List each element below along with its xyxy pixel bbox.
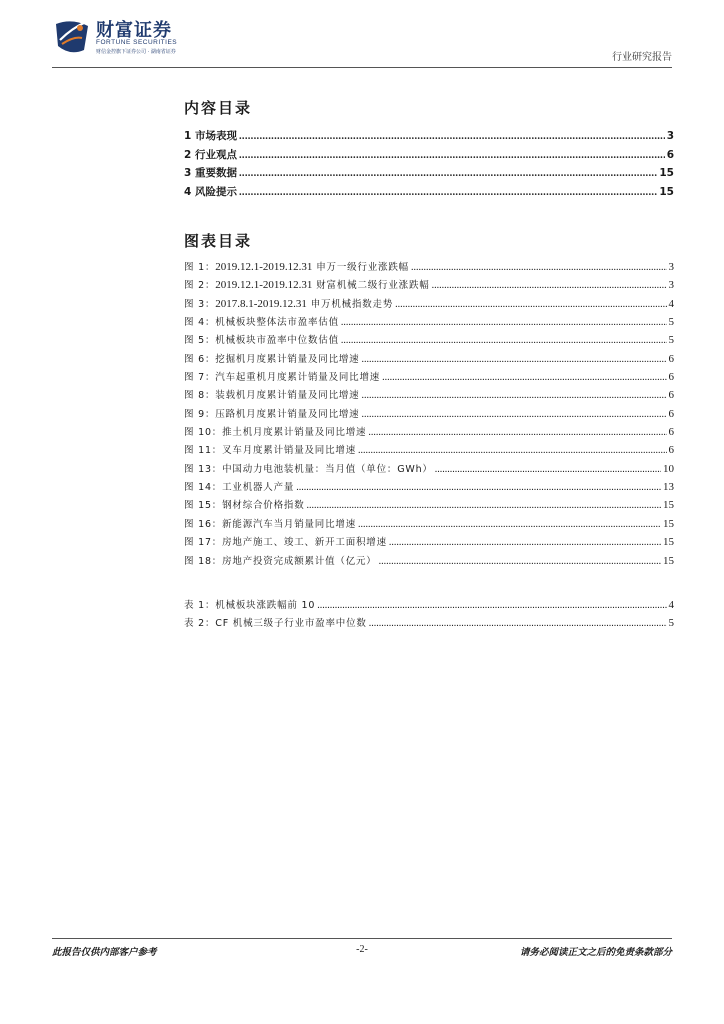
toc-entry-page: 3 [668, 279, 674, 292]
toc-entry-caption: 工业机器人产量 [222, 482, 295, 494]
footer-disclaimer-left: 此报告仅供内部客户参考 [52, 947, 157, 958]
toc-entry[interactable] [184, 424, 674, 442]
toc-entry-page: 15 [663, 554, 674, 567]
brand-slogan: 财信金控旗下证券公司 · 湖南省证券 [96, 49, 176, 55]
dot-leader [239, 131, 665, 142]
toc-entry-caption: 挖掘机月度累计销量及同比增速 [215, 353, 360, 365]
toc-entry-label [184, 442, 356, 456]
toc-entry[interactable] [184, 165, 674, 184]
toc-entry-label [184, 597, 315, 611]
dot-leader [368, 427, 666, 438]
figures-title: 图表目录 [184, 232, 253, 250]
toc-entry-label [184, 259, 409, 273]
toc-entry-page: 6 [668, 407, 674, 420]
toc-entry-page: 10 [663, 462, 674, 475]
toc-entry-label [184, 516, 356, 530]
dot-leader [382, 372, 666, 383]
toc-entry-caption: 叉车月度累计销量及同比增速 [222, 445, 357, 457]
toc-entry-page: 6 [666, 148, 674, 161]
toc-entry-page: 6 [668, 444, 674, 457]
toc-entry-label: 2 行业观点 [184, 148, 237, 161]
toc-entry-prefix: 表 1： [184, 600, 216, 611]
toc-entry-prefix: 图 14： [184, 482, 223, 494]
toc-entry-caption: 房地产投资完成额累计值（亿元） [222, 555, 377, 567]
page-header [52, 14, 672, 68]
toc-entry[interactable] [184, 184, 674, 203]
toc-entry[interactable] [184, 351, 674, 369]
toc-entry[interactable] [184, 553, 674, 571]
toc-entry[interactable] [184, 461, 674, 479]
toc-entry-page: 13 [663, 481, 674, 494]
toc-entry[interactable] [184, 442, 674, 460]
fortune-securities-logo-icon [52, 16, 92, 56]
figures-list [184, 259, 674, 571]
toc-entry[interactable] [184, 516, 674, 534]
header-divider [52, 67, 672, 68]
dot-leader [432, 280, 667, 291]
toc-entry-page: 5 [668, 316, 674, 329]
toc-entry[interactable] [184, 597, 674, 615]
toc-entry-prefix: 图 4： [184, 317, 216, 329]
toc-entry[interactable] [184, 128, 674, 147]
dot-leader [358, 519, 661, 530]
toc-entry[interactable] [184, 534, 674, 552]
footer-divider [52, 938, 672, 939]
toc-entry-prefix: 图 3： [184, 298, 216, 310]
toc-entry-page: 5 [668, 617, 674, 630]
toc-entry-label [184, 553, 377, 567]
toc-entry-prefix: 图 1： [184, 262, 216, 273]
toc-entry-page: 15 [659, 186, 674, 199]
toc-entry[interactable] [184, 314, 674, 332]
dot-leader [341, 317, 667, 328]
toc-entry-page: 6 [668, 389, 674, 402]
toc-entry-caption: 财富机械二级行业涨跌幅 [312, 280, 430, 292]
report-type: 行业研究报告 [612, 52, 672, 63]
toc-entry[interactable] [184, 296, 674, 314]
toc-entry-caption: 压路机月度累计销量及同比增速 [215, 408, 360, 420]
toc-entry-prefix: 图 11： [184, 445, 223, 457]
toc-entry-page: 3 [668, 261, 674, 273]
dot-leader [361, 390, 666, 401]
toc-entry-prefix: 图 8： [184, 390, 216, 402]
toc-entry-date-range: 2019.12.1-2019.12.31 [215, 279, 313, 292]
toc-entry-label [184, 277, 430, 291]
brand-name: 财富证券 [96, 20, 172, 41]
toc-entry-date-range: 2019.12.1-2019.12.31 [215, 261, 313, 273]
toc-entry-caption: CF 机械三级子行业市盈率中位数 [215, 618, 367, 630]
toc-entry-prefix: 图 15： [184, 500, 223, 512]
dot-leader [239, 150, 665, 161]
toc-entry-prefix: 图 2： [184, 280, 216, 292]
toc-entry[interactable] [184, 387, 674, 405]
dot-leader [358, 445, 666, 456]
page-number: -2- [356, 944, 368, 955]
toc-entry-caption: 推土机月度累计销量及同比增速 [222, 427, 367, 439]
dot-leader [361, 354, 666, 365]
contents-title: 内容目录 [184, 99, 253, 117]
toc-entry[interactable] [184, 369, 674, 387]
toc-entry-prefix: 图 9： [184, 408, 216, 420]
toc-entry-caption: 申万机械指数走势 [306, 298, 394, 310]
toc-entry-page: 6 [668, 426, 674, 439]
toc-entry-label [184, 615, 367, 629]
toc-entry-label: 4 风险提示 [184, 186, 237, 199]
brand-name-english: FORTUNE SECURITIES [96, 39, 178, 46]
toc-entry-label [184, 406, 359, 420]
toc-entry-page: 15 [659, 167, 674, 180]
toc-entry-prefix: 图 10： [184, 427, 223, 439]
toc-entry-page: 6 [668, 352, 674, 365]
toc-entry-prefix: 图 5： [184, 335, 216, 347]
toc-entry-label [184, 497, 305, 511]
toc-entry-page: 4 [668, 297, 674, 310]
toc-entry-caption: 机械板块涨跌幅前 10 [215, 600, 316, 611]
dot-leader [239, 168, 657, 179]
toc-entry[interactable] [184, 147, 674, 166]
dot-leader [317, 600, 666, 611]
toc-entry-label [184, 424, 366, 438]
toc-entry-caption: 机械板块市盈率中位数估值 [215, 335, 339, 347]
toc-entry-page: 5 [668, 334, 674, 347]
toc-entry[interactable] [184, 615, 674, 633]
dot-leader [341, 335, 667, 346]
toc-entry[interactable] [184, 479, 674, 497]
dot-leader [395, 299, 666, 310]
toc-entry-label: 1 市场表现 [184, 130, 237, 142]
dot-leader [379, 556, 661, 567]
dot-leader [296, 482, 661, 493]
toc-entry-label [184, 332, 339, 346]
toc-entry-caption: 机械板块整体法市盈率估值 [215, 317, 339, 329]
footer-disclaimer-right: 请务必阅读正文之后的免责条款部分 [519, 947, 672, 958]
toc-entry-label: 3 重要数据 [184, 167, 237, 180]
dot-leader [361, 409, 666, 420]
toc-entry-page: 15 [663, 517, 674, 530]
contents-list [184, 128, 674, 203]
toc-entry-caption: 房地产施工、竣工、新开工面积增速 [222, 537, 387, 549]
toc-entry-prefix: 图 16： [184, 518, 223, 530]
toc-entry-label [184, 369, 380, 383]
toc-entry-caption: 钢材综合价格指数 [222, 500, 305, 512]
toc-entry-page: 15 [663, 499, 674, 512]
toc-entry-label [184, 534, 387, 548]
dot-leader [411, 262, 667, 273]
toc-entry-caption: 汽车起重机月度累计销量及同比增速 [215, 372, 381, 384]
toc-entry-prefix: 表 2： [184, 618, 216, 630]
toc-entry-caption: 中国动力电池装机量：当月值（单位：GWh） [222, 463, 433, 475]
dot-leader [435, 464, 661, 475]
toc-entry-page: 15 [663, 536, 674, 549]
toc-entry-caption: 申万一级行业涨跌幅 [312, 262, 409, 273]
dot-leader [389, 537, 661, 548]
toc-entry[interactable] [184, 497, 674, 515]
dot-leader [239, 187, 657, 198]
toc-entry-label [184, 387, 359, 401]
toc-entry-label [184, 461, 433, 475]
toc-entry-label [184, 314, 339, 328]
toc-entry-page: 3 [666, 130, 674, 142]
toc-entry-label [184, 296, 393, 310]
toc-entry-label [184, 479, 294, 493]
toc-entry-prefix: 图 13： [184, 463, 223, 475]
dot-leader [369, 618, 667, 629]
tables-list [184, 597, 674, 634]
toc-entry-page: 4 [668, 599, 674, 611]
toc-entry-prefix: 图 6： [184, 353, 216, 365]
toc-entry-date-range: 2017.8.1-2019.12.31 [215, 297, 307, 310]
toc-entry-label [184, 351, 359, 365]
toc-entry-prefix: 图 17： [184, 537, 223, 549]
toc-entry[interactable] [184, 259, 674, 277]
toc-entry-caption: 装载机月度累计销量及同比增速 [215, 390, 360, 402]
toc-entry-prefix: 图 7： [184, 372, 216, 384]
toc-entry[interactable] [184, 406, 674, 424]
toc-entry-prefix: 图 18： [184, 555, 223, 567]
toc-entry[interactable] [184, 332, 674, 350]
dot-leader [307, 500, 661, 511]
toc-entry-caption: 新能源汽车当月销量同比增速 [222, 518, 357, 530]
toc-entry[interactable] [184, 277, 674, 295]
toc-entry-page: 6 [668, 371, 674, 384]
